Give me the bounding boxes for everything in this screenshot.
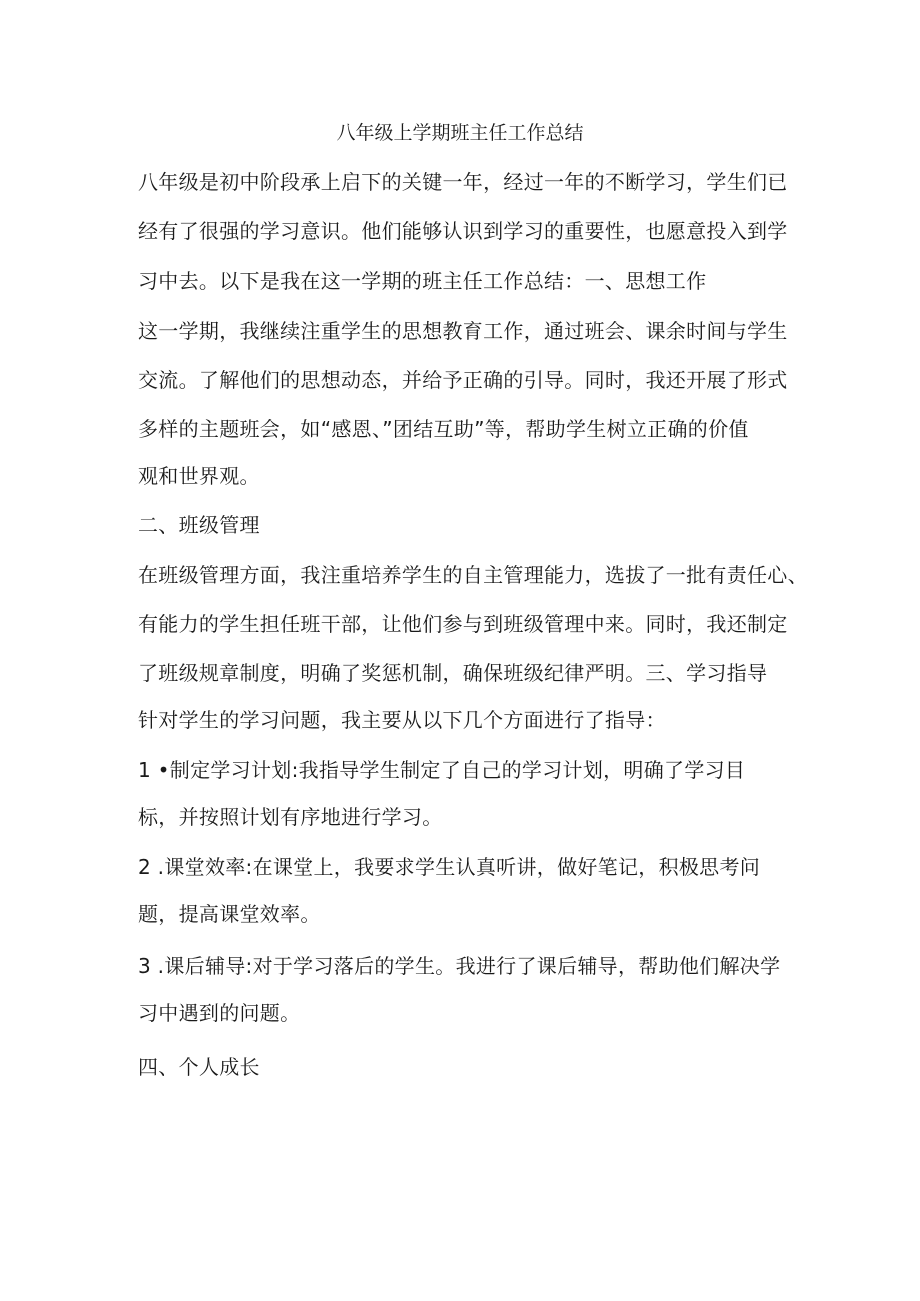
list-item-continuation: 标，并按照计划有序地进行学习。 bbox=[138, 805, 443, 829]
paragraph-line: 了班级规章制度，明确了奖惩机制，确保班级纪律严明。三、学习指导 bbox=[138, 661, 768, 685]
paragraph-line: 针对学生的学习问题，我主要从以下几个方面进行了指导： bbox=[138, 708, 666, 732]
paragraph-line: 观和世界观。 bbox=[138, 464, 260, 488]
list-item: 3 .课后辅导:对于学习落后的学生。我进行了课后辅导，帮助他们解决学 bbox=[138, 954, 781, 978]
document-title: 八年级上学期班主任工作总结 bbox=[336, 122, 584, 144]
paragraph-line: 这一学期，我继续注重学生的思想教育工作，通过班会、课余时间与学生 bbox=[138, 319, 788, 343]
paragraph-line: 多样的主题班会，如“感恩、”团结互助”等，帮助学生树立正确的价值 bbox=[138, 417, 749, 441]
section-heading: 四、个人成长 bbox=[138, 1055, 260, 1079]
list-item-continuation: 习中遇到的问题。 bbox=[138, 1001, 301, 1025]
paragraph-line: 有能力的学生担任班干部，让他们参与到班级管理中来。同时，我还制定 bbox=[138, 612, 788, 636]
list-item-continuation: 题，提高课堂效率。 bbox=[138, 902, 321, 926]
paragraph-line: 在班级管理方面，我注重培养学生的自主管理能力，选拔了一批有责任心、 bbox=[138, 563, 808, 587]
paragraph-line: 经有了很强的学习意识。他们能够认识到学习的重要性，也愿意投入到学 bbox=[138, 219, 788, 243]
list-item: 2 .课堂效率:在课堂上，我要求学生认真听讲，做好笔记，积极思考问 bbox=[138, 855, 761, 879]
section-heading: 二、班级管理 bbox=[138, 513, 260, 537]
list-item: 1 •制定学习计划:我指导学生制定了自己的学习计划，明确了学习目 bbox=[138, 758, 746, 782]
paragraph-line: 交流。了解他们的思想动态，并给予正确的引导。同时，我还开展了形式 bbox=[138, 368, 788, 392]
paragraph-line: 八年级是初中阶段承上启下的关键一年，经过一年的不断学习，学生们已 bbox=[138, 170, 788, 194]
paragraph-line: 习中去。以下是我在这一学期的班主任工作总结：一、思想工作 bbox=[138, 269, 707, 293]
